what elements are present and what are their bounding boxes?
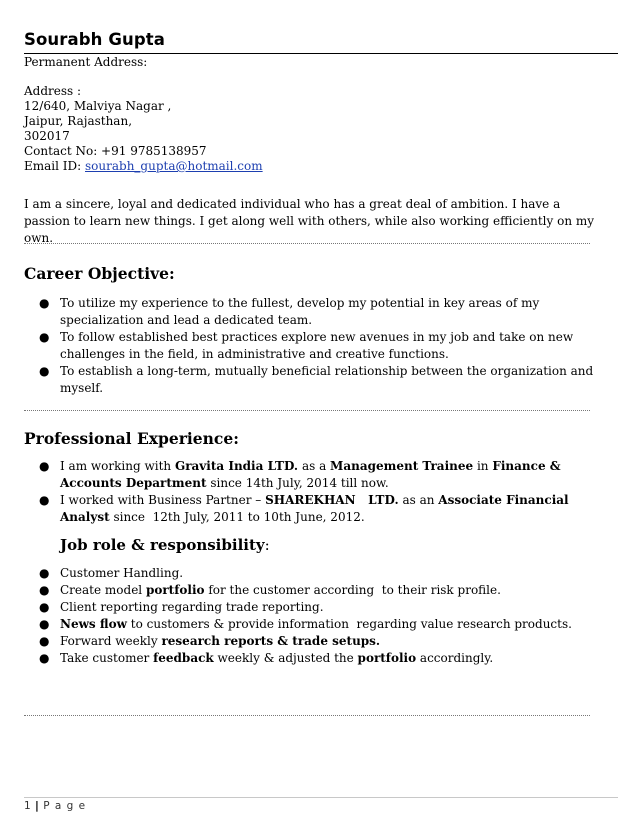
bullet-icon: ●: [39, 330, 50, 344]
list-item: ● Create model portfolio for the customer according to their risk profile.: [39, 583, 501, 597]
section-divider: [24, 410, 590, 411]
list-item: ● News flow to customers & provide information regarding value research products.: [39, 617, 572, 631]
section-divider: [24, 243, 590, 244]
summary-paragraph: I am a sincere, loyal and dedicated individual who has a great deal of ambition. I have a passion to learn new things. I get along well with others, while also working efficiently on my own.: [24, 197, 595, 245]
career-objective-list: [24, 295, 599, 397]
section-divider: [24, 715, 590, 716]
bullet-icon: ●: [39, 364, 50, 378]
job-role-heading: Job role & responsibility:: [60, 536, 270, 554]
list-item: ● Client reporting regarding trade reporting.: [39, 600, 324, 614]
job-title: Associate Financial Analyst: [60, 493, 569, 524]
email-label: Email ID:: [24, 159, 82, 173]
bullet-icon: ●: [39, 617, 50, 631]
email-row: [24, 159, 263, 174]
list-item: ● Customer Handling.: [39, 566, 184, 580]
address-line-2: Jaipur, Rajasthan,: [24, 114, 133, 128]
bullet-icon: ●: [39, 583, 50, 597]
pincode: 302017: [24, 129, 70, 143]
footer-divider: [24, 797, 618, 798]
bullet-icon: ●: [39, 634, 50, 648]
list-item: ● I worked with Business Partner – SHAREKHAN LTD. as an Associate Financial Analyst since 12th July, 2011 to 10th June, 2012.: [39, 493, 569, 524]
list-item: ● To establish a long-term, mutually beneficial relationship between the organization and myself.: [39, 364, 594, 395]
department: Finance & Accounts Department: [60, 459, 561, 490]
career-objective-heading: Career Objective:: [24, 264, 175, 283]
bullet-icon: ●: [39, 493, 50, 507]
page-footer: [24, 800, 86, 812]
list-item: ● I am working with Gravita India LTD. as a Management Trainee in Finance & Accounts Department since 14th July, 2014 till now.: [39, 459, 561, 490]
address-label: Address :: [24, 84, 82, 98]
bullet-icon: ●: [39, 566, 50, 580]
permanent-address-label: Permanent Address:: [24, 55, 148, 69]
footer-separator: |: [35, 800, 39, 812]
bullet-icon: ●: [39, 296, 50, 310]
list-item: ● Forward weekly research reports & trade setups.: [39, 634, 381, 648]
responsibility-list: [24, 565, 599, 667]
list-item: ● To utilize my experience to the fullest, develop my potential in key areas of my specialization and lead a dedicated team.: [39, 296, 540, 327]
phone-number: Contact No: +91 9785138957: [24, 144, 207, 158]
company-name: SHAREKHAN LTD.: [265, 493, 399, 507]
name-underline: [24, 53, 618, 54]
page-label: P a g e: [43, 800, 87, 812]
experience-list: [24, 458, 599, 526]
list-item: ● Take customer feedback weekly & adjusted the portfolio accordingly.: [39, 651, 494, 665]
address-line-1: 12/640, Malviya Nagar ,: [24, 99, 172, 113]
company-name: Gravita India LTD.: [174, 459, 299, 473]
bullet-icon: ●: [39, 651, 50, 665]
bullet-icon: ●: [39, 459, 50, 473]
bullet-icon: ●: [39, 600, 50, 614]
list-item: ● To follow established best practices explore new avenues in my job and take on new challenges in the field, in administrative and creative functions.: [39, 330, 574, 361]
job-title: Management Trainee: [330, 459, 474, 473]
professional-experience-heading: Professional Experience:: [24, 429, 239, 448]
candidate-name: Sourabh Gupta: [24, 30, 165, 49]
page-number: 1: [24, 800, 31, 812]
email-link[interactable]: sourabh_gupta@hotmail.com: [85, 159, 263, 173]
